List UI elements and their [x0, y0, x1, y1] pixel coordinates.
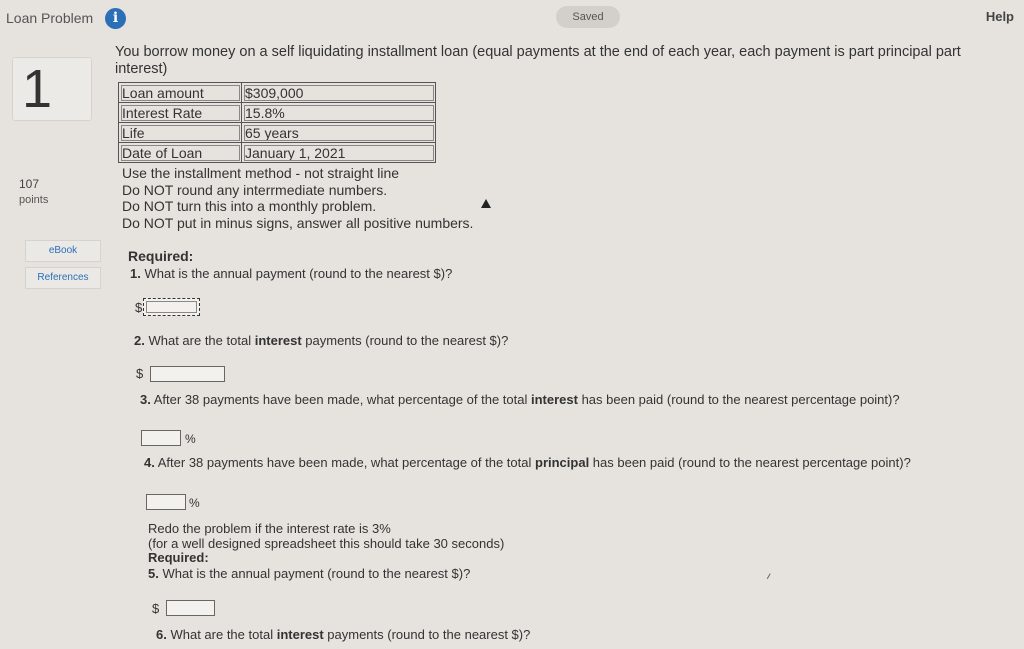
percent-symbol: %: [189, 496, 200, 510]
redo-line: (for a well designed spreadsheet this should take 30 seconds): [148, 535, 505, 551]
currency-symbol: $: [136, 366, 144, 381]
total-interest-input[interactable]: [150, 366, 225, 382]
required-heading: Required:: [128, 248, 194, 264]
table-cell-value: $309,000: [242, 83, 436, 103]
references-button[interactable]: References: [25, 267, 101, 289]
table-row: [119, 103, 436, 123]
question-number: 2.: [134, 333, 145, 348]
instruction-line: Do NOT round any interrmediate numbers.: [122, 181, 388, 198]
percent-symbol: %: [185, 432, 196, 446]
points-label: points: [19, 194, 49, 206]
question-number: 6.: [156, 627, 167, 642]
question-text-bold: principal: [535, 455, 590, 470]
question-5: [148, 567, 504, 582]
table-cell-value: 15.8%: [242, 103, 436, 123]
table-row: [119, 123, 436, 143]
mouse-cursor-icon: [481, 199, 491, 208]
interest-percent-input[interactable]: [141, 430, 181, 446]
question-6: [156, 627, 530, 642]
annual-payment-3pct-input[interactable]: [166, 600, 215, 616]
question-text: What is the annual payment (round to the nearest $)?: [162, 565, 471, 581]
question-number: 1: [22, 59, 53, 119]
required-heading: Required:: [148, 550, 209, 565]
ebook-button[interactable]: eBook: [25, 240, 101, 262]
principal-percent-input[interactable]: [146, 494, 186, 510]
question-text-bold: interest: [531, 392, 578, 407]
table-cell-value: 65 years: [242, 123, 436, 143]
top-bar: [0, 0, 1024, 36]
instructions: [122, 165, 473, 231]
info-icon[interactable]: i: [105, 8, 126, 29]
stray-mark: [767, 573, 773, 580]
question-text: has been paid (round to the nearest percentage point)?: [577, 392, 900, 407]
question-3: [140, 392, 900, 407]
instruction-line: Use the installment method - not straight line: [122, 165, 400, 181]
instruction-line: Do NOT put in minus signs, answer all positive numbers.: [122, 214, 474, 231]
table-cell-key: Date of Loan: [119, 143, 242, 163]
table-cell-value: January 1, 2021: [242, 143, 436, 163]
question-2: [134, 333, 508, 348]
question-text: What is the annual payment (round to the nearest $)?: [144, 266, 453, 281]
question-text: What are the total: [148, 333, 255, 348]
page-title: Loan Problem: [6, 10, 94, 26]
question-number: 3.: [140, 392, 151, 407]
table-cell-key: Loan amount: [119, 83, 242, 103]
question-1: [130, 266, 452, 281]
table-row: [119, 143, 436, 163]
question-text: What are the total: [170, 627, 277, 642]
currency-symbol: $: [135, 300, 143, 315]
annual-payment-input[interactable]: [143, 298, 200, 316]
question-text: has been paid (round to the nearest percentage point)?: [589, 455, 911, 470]
question-text: payments (round to the nearest $)?: [301, 333, 509, 348]
question-number: 1.: [130, 266, 141, 281]
loan-table: [118, 82, 436, 163]
question-text-bold: interest: [276, 627, 324, 642]
question-number: 5.: [148, 565, 159, 581]
instruction-line: Do NOT turn this into a monthly problem.: [122, 198, 377, 214]
currency-symbol: $: [152, 601, 160, 616]
question-text-bold: interest: [254, 333, 302, 348]
question-text: After 38 payments have been made, what percentage of the total: [153, 392, 531, 407]
redo-line: Redo the problem if the interest rate is 3%: [148, 521, 391, 536]
table-row: [119, 83, 436, 103]
saved-status-badge: Saved: [556, 6, 620, 28]
redo-section: [148, 522, 504, 581]
table-cell-key: Interest Rate: [119, 103, 242, 123]
help-link[interactable]: Help: [985, 9, 1014, 24]
problem-intro: You borrow money on a self liquidating installment loan (equal payments at the end of each year, each payment is part principal part interest): [115, 44, 961, 77]
question-text: After 38 payments have been made, what percentage of the total: [157, 455, 535, 470]
table-cell-key: Life: [119, 123, 242, 143]
points-value: 107: [19, 177, 40, 191]
question-text: payments (round to the nearest $)?: [323, 627, 531, 642]
question-number: 4.: [144, 455, 155, 470]
question-4: [144, 455, 911, 470]
